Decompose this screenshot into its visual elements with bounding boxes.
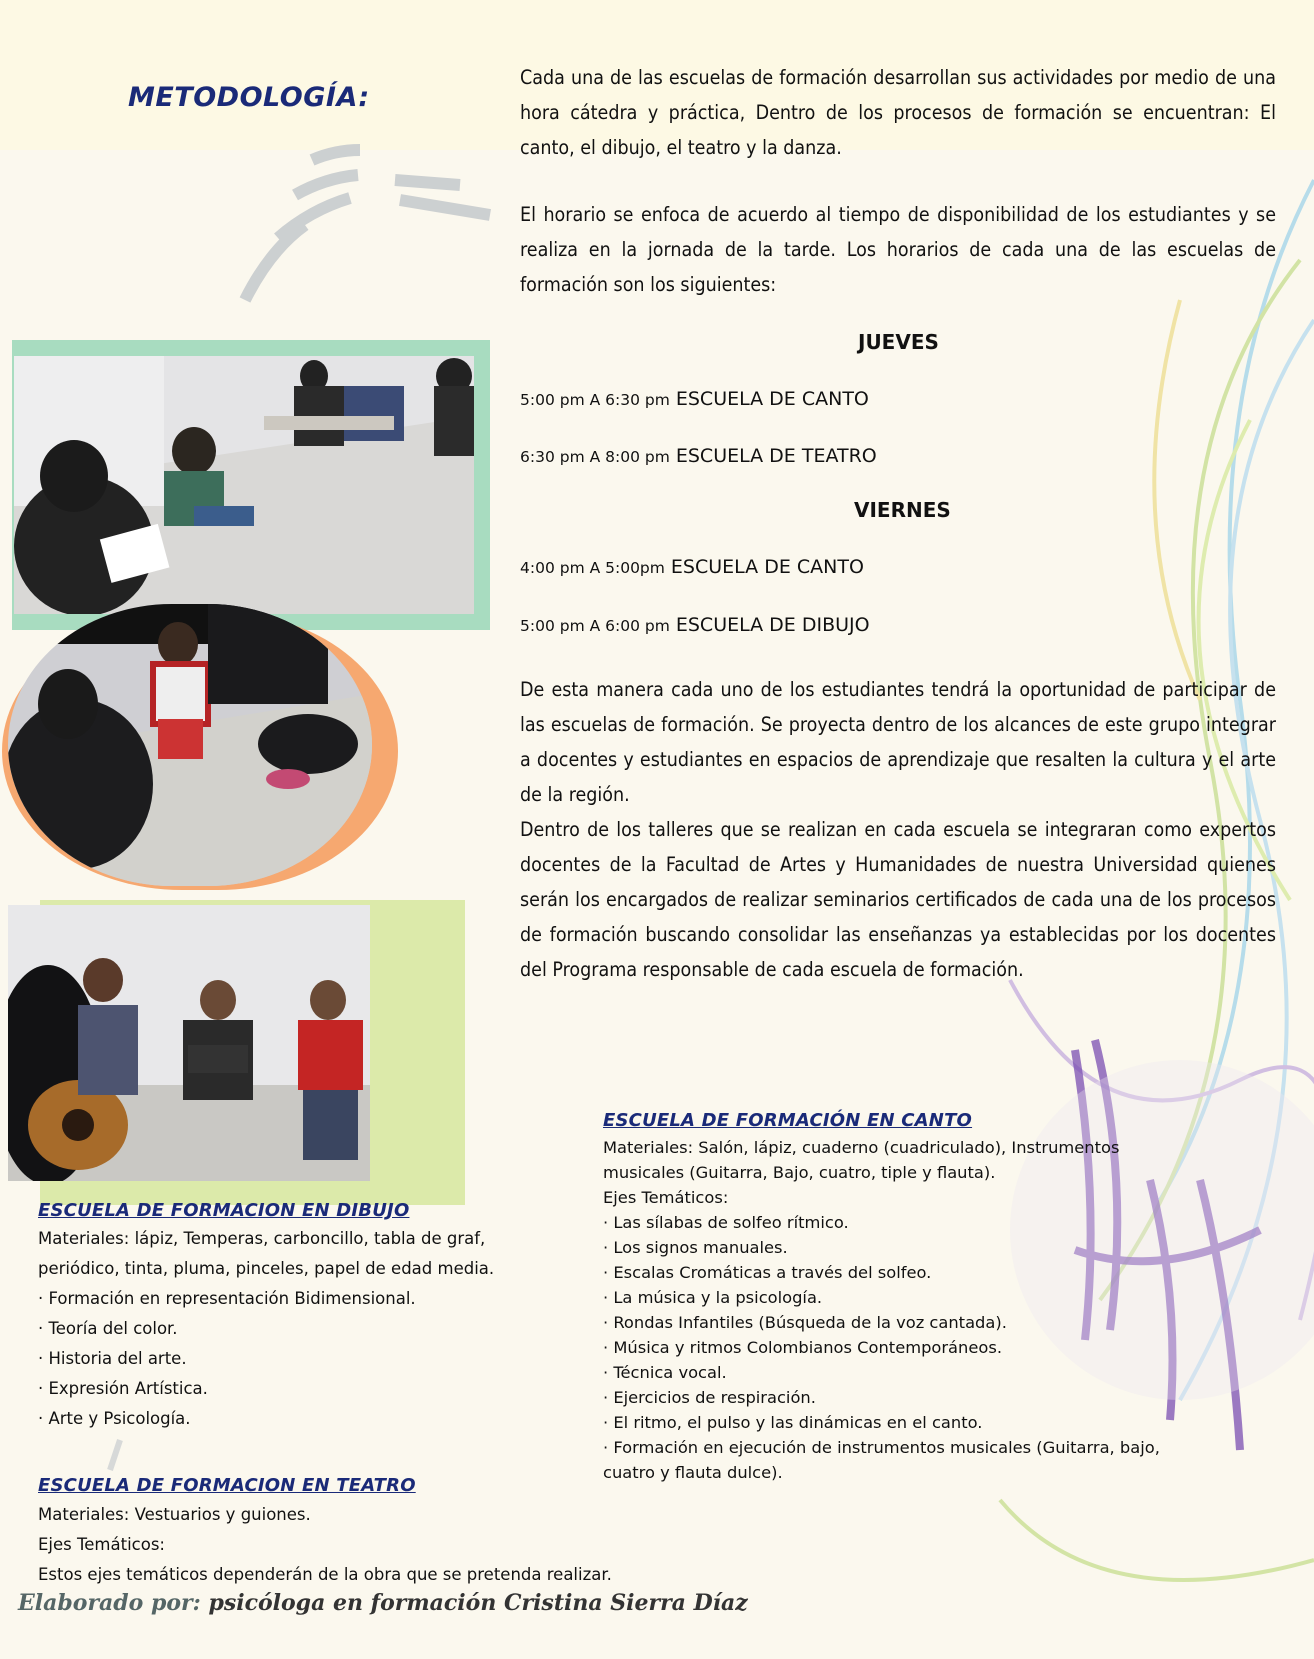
dibujo-title: ESCUELA DE FORMACION EN DIBUJO	[38, 1200, 410, 1221]
teatro-line: Materiales: Vestuarios y guiones.	[38, 1505, 311, 1524]
canto-line: · Técnica vocal.	[603, 1363, 727, 1382]
dibujo-line: · Historia del arte.	[38, 1349, 187, 1368]
canto-line: · Música y ritmos Colombianos Contemporáneos.	[603, 1338, 1002, 1357]
canto-line: · Rondas Infantiles (Búsqueda de la voz cantada).	[603, 1313, 1007, 1332]
footer-credit	[18, 1590, 748, 1616]
dibujo-line: periódico, tinta, pluma, pinceles, papel de edad media.	[38, 1259, 495, 1278]
schedule-row	[520, 614, 870, 636]
canto-line: · Formación en ejecución de instrumentos musicales (Guitarra, bajo,	[603, 1438, 1160, 1457]
schedule-row	[520, 388, 869, 410]
canto-line: Materiales: Salón, lápiz, cuaderno (cuadriculado), Instrumentos	[603, 1138, 1120, 1157]
schedule-school: ESCUELA DE DIBUJO	[675, 614, 870, 636]
dibujo-line: · Formación en representación Bidimensional.	[38, 1289, 416, 1308]
canto-line: cuatro y flauta dulce).	[603, 1463, 783, 1482]
canto-title: ESCUELA DE FORMACIÓN EN CANTO	[603, 1110, 973, 1131]
dibujo-line: · Teoría del color.	[38, 1319, 178, 1338]
schedule-time: 5:00 pm A 6:30 pm	[520, 391, 670, 409]
canto-line: · Escalas Cromáticas a través del solfeo.	[603, 1263, 932, 1282]
schedule-time: 4:00 pm A 5:00pm	[520, 559, 665, 577]
canto-line: · Ejercicios de respiración.	[603, 1388, 816, 1407]
canto-line: Ejes Temáticos:	[603, 1188, 729, 1207]
dibujo-line: Materiales: lápiz, Temperas, carboncillo, tabla de graf,	[38, 1229, 486, 1248]
schedule-row	[520, 445, 877, 467]
footer-author: psicóloga en formación Cristina Sierra Díaz	[208, 1590, 748, 1616]
photo-child	[8, 604, 372, 886]
photo-musicians	[8, 905, 370, 1181]
canto-line: · El ritmo, el pulso y las dinámicas en el canto.	[603, 1413, 983, 1432]
dibujo-line: · Expresión Artística.	[38, 1379, 208, 1398]
teatro-line: Estos ejes temáticos dependerán de la obra que se pretenda realizar.	[38, 1565, 612, 1584]
day-jueves: JUEVES	[858, 330, 939, 354]
schedule-time: 6:30 pm A 8:00 pm	[520, 448, 670, 466]
canto-line: · Los signos manuales.	[603, 1238, 788, 1257]
schedule-school: ESCUELA DE CANTO	[670, 556, 864, 578]
schedule-row	[520, 556, 864, 578]
dibujo-body	[38, 1224, 494, 1434]
canto-line: musicales (Guitarra, Bajo, cuatro, tiple y flauta).	[603, 1163, 996, 1182]
footer-label: Elaborado por:	[18, 1590, 201, 1616]
day-viernes: VIERNES	[854, 498, 951, 522]
teatro-line: Ejes Temáticos:	[38, 1535, 165, 1554]
canto-line: · Las sílabas de solfeo rítmico.	[603, 1213, 849, 1232]
schedule-school: ESCUELA DE CANTO	[675, 388, 869, 410]
intro-paragraph-1: Cada una de las escuelas de formación desarrollan sus actividades por medio de una hora cátedra y práctica, Dentro de los procesos de formación se encuentran: El canto, el dibujo, el teatro y la danza.	[520, 66, 1276, 159]
dibujo-line: · Arte y Psicología.	[38, 1409, 191, 1428]
closing-paragraph-2: Dentro de los talleres que se realizan en cada escuela se integraran como expertos docentes de la Facultad de Artes y Humanidades de nuestra Universidad quienes serán los encargados de realizar seminarios certificados de cada una de los procesos de formación buscando consolidar las enseñanzas ya establecidas por los docentes del Programa responsable de cada escuela de formación.	[520, 818, 1276, 981]
intro-paragraph-2: El horario se enfoca de acuerdo al tiempo de disponibilidad de los estudiantes y se realiza en la jornada de la tarde. Los horarios de cada una de las escuelas de formación son los siguientes:	[520, 203, 1276, 296]
page-title: METODOLOGÍA:	[128, 82, 370, 113]
schedule-school: ESCUELA DE TEATRO	[675, 445, 877, 467]
teatro-body	[38, 1500, 612, 1590]
schedule-time: 5:00 pm A 6:00 pm	[520, 617, 670, 635]
closing-paragraph-1: De esta manera cada uno de los estudiantes tendrá la oportunidad de participar de las escuelas de formación. Se proyecta dentro de los alcances de este grupo integrar a docentes y estudiantes en espacios de aprendizaje que resalten la cultura y el arte de la región.	[520, 678, 1276, 806]
teatro-title: ESCUELA DE FORMACION EN TEATRO	[38, 1475, 416, 1496]
canto-line: · La música y la psicología.	[603, 1288, 823, 1307]
photo-drawing-class	[14, 356, 474, 614]
canto-body	[603, 1135, 1160, 1485]
